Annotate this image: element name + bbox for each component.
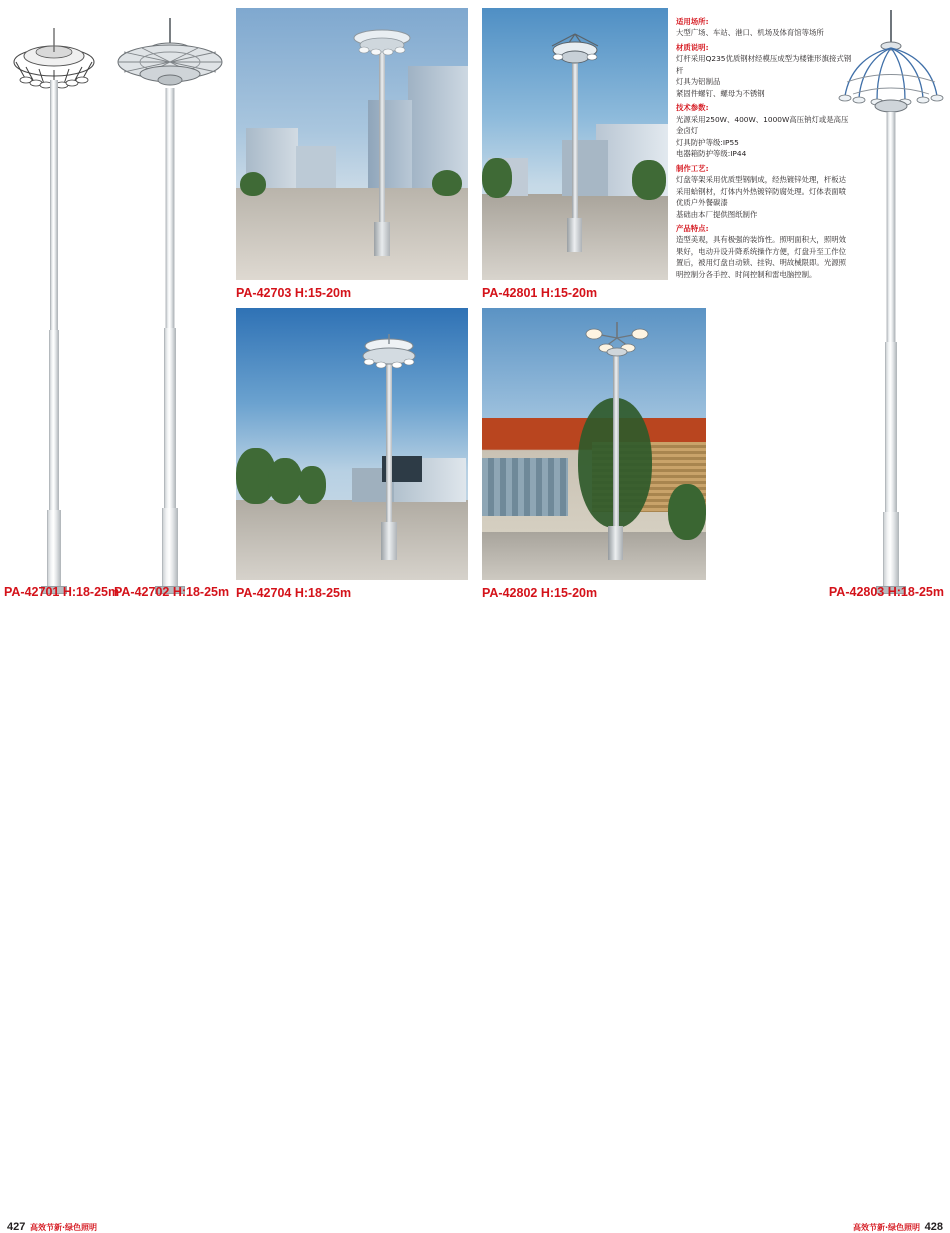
spec-line: 灯盘等架采用优质型钢制成，经热镀锌处理，杆板达采用蛤钢材，灯体内外热镀锌防腐处理。灯体表面喷优质户外餐碳漆 bbox=[676, 175, 846, 208]
product-illustration-pa-42803 bbox=[832, 0, 950, 600]
photo-tree bbox=[298, 466, 326, 504]
photo-pole-base bbox=[608, 526, 623, 560]
spec-line: 光源采用250W、400W、1000W高压钠灯或是高压金卤灯 bbox=[676, 114, 849, 136]
page-spine bbox=[474, 0, 476, 610]
pole-shaft-base bbox=[47, 510, 61, 588]
photo-building bbox=[408, 66, 468, 188]
footer bbox=[0, 608, 950, 1233]
photo-building bbox=[562, 140, 608, 196]
product-illustration-pa-42702 bbox=[110, 0, 230, 600]
photo-ground bbox=[482, 532, 706, 580]
product-photo-pa-42801 bbox=[482, 8, 668, 280]
product-photo-pa-42704 bbox=[236, 308, 468, 580]
pole-shaft bbox=[166, 88, 175, 328]
pole-shaft bbox=[887, 112, 896, 342]
caption-pa-42702: PA-42702 H:18-25m bbox=[114, 585, 230, 599]
spec-line: 紧固件螺钉、螺母为不锈钢 bbox=[676, 88, 765, 98]
page-number-right: 428 bbox=[924, 1221, 943, 1233]
photo-luminaire-head-icon bbox=[582, 322, 652, 366]
spec-line: 灯杆采用Q235优质钢材经模压成型为楼锥形旗接式钢杆 bbox=[676, 54, 852, 75]
spec-line: 电器箱防护等级:IP44 bbox=[676, 149, 747, 159]
product-photo-pa-42802 bbox=[482, 308, 706, 580]
spec-section-title: 技术参数: bbox=[676, 103, 709, 113]
caption-pa-42701: PA-42701 H:18-25m bbox=[4, 585, 120, 599]
photo-ground bbox=[236, 500, 468, 580]
caption-pa-42704: PA-42704 H:18-25m bbox=[236, 586, 352, 600]
photo-luminaire-head-icon bbox=[542, 28, 608, 70]
pole-shaft-mid bbox=[49, 330, 59, 510]
pole-shaft-mid bbox=[164, 328, 176, 508]
photo-luminaire-head-icon bbox=[356, 334, 422, 374]
photo-tree bbox=[432, 170, 462, 196]
pole-head-icon bbox=[835, 10, 947, 120]
photo-building bbox=[368, 100, 412, 188]
footer-tagline-right: 高效节新·绿色照明 bbox=[852, 1223, 920, 1232]
spec-line: 基础由本厂提供图纸制作 bbox=[676, 209, 758, 219]
photo-tree bbox=[268, 458, 302, 504]
pole-shaft-base bbox=[883, 512, 899, 588]
photo-tree bbox=[668, 484, 706, 540]
spec-line: 大型广场、车站、港口、机场及体育馆等场所 bbox=[676, 28, 824, 38]
photo-luminaire-head-icon bbox=[346, 24, 418, 60]
spec-section-title: 材质说明: bbox=[676, 42, 709, 52]
photo-pole-base bbox=[381, 522, 397, 560]
photo-pole-shaft bbox=[572, 60, 578, 236]
spec-line: 灯具为铝制品 bbox=[676, 77, 721, 87]
caption-pa-42802: PA-42802 H:15-20m bbox=[482, 586, 598, 600]
spec-section-title: 产品特点: bbox=[676, 223, 709, 233]
photo-building bbox=[296, 146, 336, 188]
product-photo-pa-42703 bbox=[236, 8, 468, 280]
photo-tree bbox=[240, 172, 266, 196]
pole-shaft-mid bbox=[885, 342, 897, 512]
photo-ground bbox=[236, 188, 468, 280]
photo-pole-shaft bbox=[386, 360, 392, 542]
spec-section-title: 制作工艺: bbox=[676, 163, 709, 173]
photo-pole-base bbox=[567, 218, 582, 252]
photo-building-glass bbox=[482, 458, 568, 516]
pole-shaft bbox=[50, 80, 58, 330]
spec-line: 灯具防护等级:IP55 bbox=[676, 137, 739, 147]
pole-head-icon bbox=[114, 18, 226, 96]
caption-pa-42801: PA-42801 H:15-20m bbox=[482, 286, 598, 300]
spec-line: 造型美观，具有极强的装饰性。照明面积大，照明效果好，电动升设升降系统操作方便，灯盘升至工作位置后，被用灯盘自动锁、挂钩、明故械限即。光源照明控制分各手控、时间控制和雷电脑控制。 bbox=[676, 235, 846, 279]
photo-pole-base bbox=[374, 222, 390, 256]
photo-tree bbox=[632, 160, 666, 200]
specification-panel bbox=[676, 16, 852, 280]
photo-pole-shaft bbox=[613, 356, 619, 542]
pole-shaft-base bbox=[162, 508, 178, 588]
page-number-left: 427 bbox=[7, 1221, 26, 1233]
spec-section-title: 适用场所: bbox=[676, 17, 709, 26]
caption-pa-42803: PA-42803 H:18-25m bbox=[828, 585, 944, 599]
footer-tagline-left: 高效节新·绿色照明 bbox=[30, 1223, 98, 1232]
photo-tree bbox=[482, 158, 512, 198]
product-illustration-pa-42701 bbox=[0, 0, 108, 600]
photo-pole-shaft bbox=[379, 50, 385, 240]
caption-pa-42703: PA-42703 H:15-20m bbox=[236, 286, 352, 300]
